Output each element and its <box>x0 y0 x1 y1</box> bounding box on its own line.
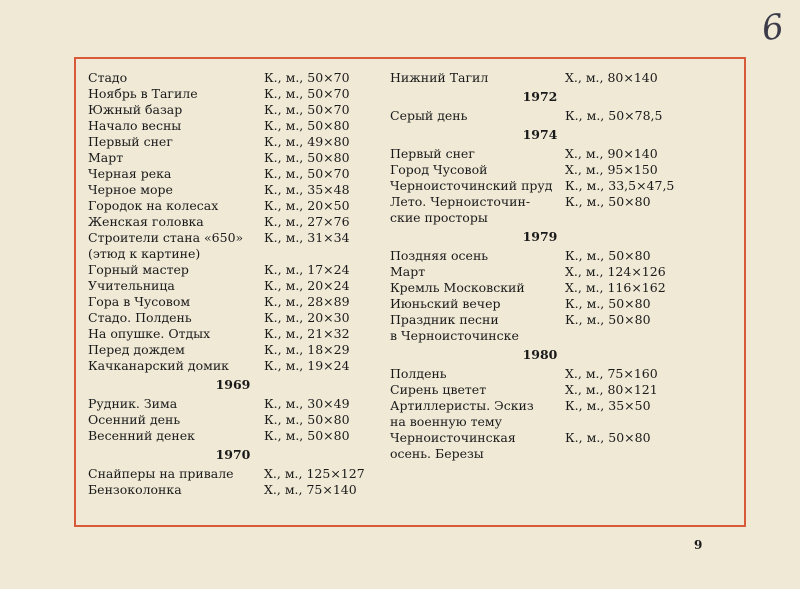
artwork-medium-size: Х., м., 116×162 <box>565 280 666 295</box>
artwork-medium-size: Х., м., 75×140 <box>264 482 357 497</box>
artwork-title: Артиллеристы. Эскиз <box>390 398 534 413</box>
artwork-title: Июньский вечер <box>390 296 501 311</box>
artwork-title: Черная река <box>88 166 172 181</box>
artwork-title: Учительница <box>88 278 175 293</box>
artwork-title: Весенний денек <box>88 428 195 443</box>
catalog-entry <box>88 214 388 230</box>
artwork-medium-size: Х., м., 80×140 <box>565 70 658 85</box>
catalog-entry <box>88 86 388 102</box>
artwork-title: Перед дождем <box>88 342 185 357</box>
artwork-medium-size: К., м., 50×80 <box>565 248 651 263</box>
artwork-title: Полдень <box>390 366 447 381</box>
catalog-entry <box>88 278 388 294</box>
artwork-title: Осенний день <box>88 412 181 427</box>
artwork-medium-size: К., м., 50×80 <box>565 430 651 445</box>
artwork-medium-size: Х., м., 75×160 <box>565 366 658 381</box>
artwork-title: Первый снег <box>88 134 173 149</box>
artwork-title: Строители стана «650» <box>88 230 244 245</box>
artwork-medium-size: К., м., 18×29 <box>264 342 350 357</box>
artwork-title: Кремль Московский <box>390 280 525 295</box>
catalog-entry <box>88 198 388 214</box>
catalog-entry <box>390 312 730 328</box>
artwork-medium-size: К., м., 33,5×47,5 <box>565 178 675 193</box>
artwork-title: Лето. Черноисточин- <box>390 194 531 209</box>
artwork-medium-size: К., м., 50×80 <box>264 118 350 133</box>
artwork-title: Черноисточинский пруд <box>390 178 553 193</box>
catalog-entry <box>390 414 730 430</box>
artwork-title: Стадо. Полдень <box>88 310 192 325</box>
artwork-medium-size: К., м., 30×49 <box>264 396 350 411</box>
artwork-medium-size: К., м., 50×80 <box>565 194 651 209</box>
artwork-title: в Черноисточинске <box>390 328 519 343</box>
artwork-medium-size: К., м., 50×80 <box>264 428 350 443</box>
catalog-entry <box>88 150 388 166</box>
artwork-title: Праздник песни <box>390 312 499 327</box>
artwork-title: Сирень цветет <box>390 382 487 397</box>
catalog-entry <box>390 178 730 194</box>
year-heading: 1974 <box>522 127 558 142</box>
artwork-title: Первый снег <box>390 146 475 161</box>
artwork-title: (этюд к картине) <box>88 246 201 261</box>
catalog-entry <box>390 328 730 344</box>
artwork-medium-size: К., м., 31×34 <box>264 230 350 245</box>
catalog-entry <box>390 108 730 124</box>
artwork-medium-size: К., м., 21×32 <box>264 326 350 341</box>
year-heading: 1970 <box>215 447 251 462</box>
page-number: 9 <box>694 538 703 552</box>
artwork-title: Гора в Чусовом <box>88 294 191 309</box>
artwork-medium-size: К., м., 50×70 <box>264 166 350 181</box>
artwork-title: Город Чусовой <box>390 162 488 177</box>
artwork-medium-size: К., м., 17×24 <box>264 262 350 277</box>
artwork-title: Черноисточинская <box>390 430 516 445</box>
catalog-entry <box>88 342 388 358</box>
year-heading: 1972 <box>522 89 558 104</box>
catalog-frame <box>74 57 746 527</box>
year-heading: 1980 <box>522 347 558 362</box>
catalog-entry <box>88 182 388 198</box>
catalog-entry <box>88 118 388 134</box>
artwork-title: Бензоколонка <box>88 482 182 497</box>
artwork-title: Серый день <box>390 108 468 123</box>
artwork-medium-size: К., м., 49×80 <box>264 134 350 149</box>
artwork-medium-size: К., м., 19×24 <box>264 358 350 373</box>
artwork-title: осень. Березы <box>390 446 484 461</box>
right-column <box>390 70 730 462</box>
artwork-title: Горный мастер <box>88 262 189 277</box>
catalog-entry <box>390 194 730 210</box>
artwork-medium-size: К., м., 50×70 <box>264 70 350 85</box>
artwork-title: Снайперы на привале <box>88 466 234 481</box>
artwork-title: ские просторы <box>390 210 488 225</box>
catalog-entry <box>390 162 730 178</box>
artwork-medium-size: К., м., 50×78,5 <box>565 108 663 123</box>
catalog-entry <box>390 210 730 226</box>
catalog-entry <box>390 366 730 382</box>
artwork-title: Рудник. Зима <box>88 396 178 411</box>
catalog-entry <box>88 326 388 342</box>
artwork-title: Женская головка <box>88 214 204 229</box>
artwork-title: Март <box>88 150 124 165</box>
artwork-medium-size: К., м., 27×76 <box>264 214 350 229</box>
handwritten-page-mark: 6 <box>759 6 787 50</box>
artwork-title: Ноябрь в Тагиле <box>88 86 198 101</box>
artwork-title: Черное море <box>88 182 173 197</box>
catalog-entry <box>390 146 730 162</box>
catalog-entry <box>88 466 388 482</box>
catalog-entry <box>390 248 730 264</box>
catalog-entry <box>88 70 388 86</box>
artwork-medium-size: К., м., 35×48 <box>264 182 350 197</box>
artwork-title: Южный базар <box>88 102 183 117</box>
catalog-entry <box>88 482 388 498</box>
artwork-title: Поздняя осень <box>390 248 489 263</box>
catalog-entry <box>88 428 388 444</box>
catalog-entry <box>390 382 730 398</box>
catalog-entry <box>390 430 730 446</box>
artwork-medium-size: К., м., 50×70 <box>264 102 350 117</box>
artwork-medium-size: Х., м., 80×121 <box>565 382 658 397</box>
catalog-entry <box>390 398 730 414</box>
artwork-medium-size: К., м., 20×30 <box>264 310 350 325</box>
artwork-medium-size: К., м., 20×24 <box>264 278 350 293</box>
left-column <box>88 70 388 498</box>
artwork-medium-size: К., м., 50×80 <box>565 312 651 327</box>
artwork-title: Начало весны <box>88 118 182 133</box>
catalog-entry <box>390 280 730 296</box>
catalog-entry <box>88 262 388 278</box>
year-heading: 1979 <box>522 229 558 244</box>
artwork-title: Нижний Тагил <box>390 70 489 85</box>
catalog-entry <box>390 70 730 86</box>
catalog-entry <box>88 358 388 374</box>
artwork-medium-size: К., м., 20×50 <box>264 198 350 213</box>
artwork-medium-size: Х., м., 124×126 <box>565 264 666 279</box>
artwork-medium-size: К., м., 50×80 <box>565 296 651 311</box>
artwork-title: Март <box>390 264 426 279</box>
catalog-entry <box>88 230 388 246</box>
catalog-entry <box>88 246 388 262</box>
artwork-medium-size: Х., м., 95×150 <box>565 162 658 177</box>
artwork-medium-size: Х., м., 90×140 <box>565 146 658 161</box>
catalog-entry <box>88 134 388 150</box>
catalog-entry <box>390 296 730 312</box>
artwork-medium-size: Х., м., 125×127 <box>264 466 365 481</box>
artwork-title: Городок на колесах <box>88 198 219 213</box>
catalog-entry <box>88 310 388 326</box>
artwork-medium-size: К., м., 50×80 <box>264 412 350 427</box>
catalog-entry <box>88 102 388 118</box>
artwork-medium-size: К., м., 50×70 <box>264 86 350 101</box>
year-heading: 1969 <box>215 377 251 392</box>
artwork-title: Стадо <box>88 70 128 85</box>
artwork-medium-size: К., м., 50×80 <box>264 150 350 165</box>
catalog-entry <box>88 396 388 412</box>
artwork-title: на военную тему <box>390 414 502 429</box>
catalog-entry <box>390 446 730 462</box>
catalog-entry <box>88 412 388 428</box>
artwork-title: Качканарский домик <box>88 358 229 373</box>
artwork-title: На опушке. Отдых <box>88 326 211 341</box>
artwork-medium-size: К., м., 28×89 <box>264 294 350 309</box>
catalog-entry <box>88 294 388 310</box>
artwork-medium-size: К., м., 35×50 <box>565 398 651 413</box>
catalog-entry <box>390 264 730 280</box>
catalog-entry <box>88 166 388 182</box>
